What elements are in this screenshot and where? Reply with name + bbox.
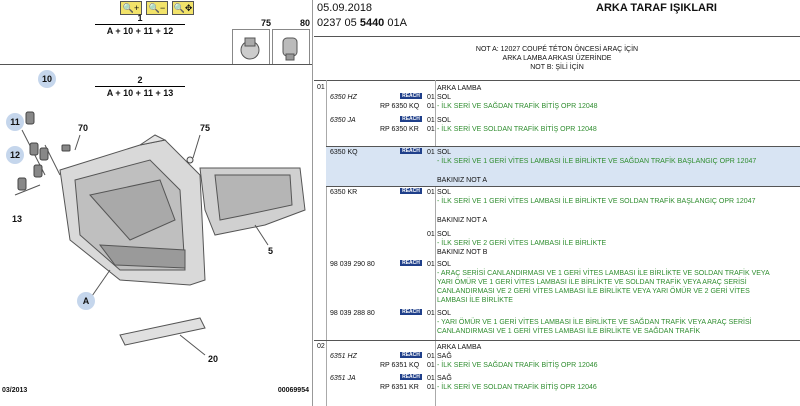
item-description: - İLK SERİ VE 2 GERİ VİTES LAMBASI İLE BİRLİKTE: [437, 240, 607, 247]
note-line: NOT A: 12027 COUPÉ TÉTON ÖNCESİ ARAÇ İÇİN: [475, 46, 639, 53]
reach-badge: REACH: [400, 309, 422, 315]
zoom-in-button[interactable]: 🔍+: [120, 1, 142, 15]
notes-block: [314, 45, 800, 72]
item-description: - İLK SERİ VE 1 GERİ VİTES LAMBASI İLE BİRLİKTE VE SAĞDAN TRAFİK BAŞLANGIÇ OPR 12047: [437, 158, 757, 165]
column-divider: [326, 80, 327, 406]
reach-badge: REACH: [400, 148, 422, 154]
item-description: - İLK SERİ VE SAĞDAN TRAFİK BİTİŞ OPR 12048: [437, 103, 598, 110]
zoom-out-button[interactable]: 🔍−: [146, 1, 168, 15]
item-reference: RP 6350 KQ: [380, 103, 420, 110]
item-quantity: 01: [427, 94, 435, 101]
part-bold: 5440: [359, 17, 385, 29]
reach-badge: REACH: [400, 116, 422, 122]
item-description: - İLK SERİ VE SOLDAN TRAFİK BİTİŞ OPR 12046: [437, 384, 597, 391]
item-description: - İLK SERİ VE 1 GERİ VİTES LAMBASI İLE BİRLİKTE VE SOLDAN TRAFİK BAŞLANGIÇ OPR 12047: [437, 198, 756, 205]
item-reference: 6351 HZ: [330, 353, 357, 360]
item-reference: 98 039 288 80: [330, 310, 375, 317]
item-description: SOL: [437, 94, 452, 101]
footer-image-code: 00069954: [277, 387, 309, 394]
item-description: SOL: [437, 189, 452, 196]
item-description: - İLK SERİ VE SAĞDAN TRAFİK BİTİŞ OPR 12046: [437, 362, 598, 369]
item-description: SOL: [437, 310, 452, 317]
item-description: SAĞ: [437, 375, 452, 382]
header-part-number: [317, 17, 407, 29]
item-quantity: 01: [427, 231, 435, 238]
item-description: ARKA LAMBA: [437, 85, 482, 92]
formula-expression: A + 10 + 11 + 12: [95, 24, 185, 36]
parts-list-panel: [314, 0, 800, 406]
item-quantity: 01: [427, 384, 435, 391]
note-line: ARKA LAMBA ARKASI ÜZERİNDE: [502, 55, 612, 62]
label-20: 20: [208, 354, 219, 364]
item-quantity: 01: [427, 103, 435, 110]
reach-badge: REACH: [400, 260, 422, 266]
item-quantity: 01: [427, 189, 435, 196]
thumb-label-80: 80: [300, 18, 311, 28]
column-divider: [435, 80, 436, 406]
item-reference: 6350 KQ: [330, 149, 358, 156]
item-description: SOL: [437, 261, 452, 268]
item-quantity: 01: [427, 126, 435, 133]
item-quantity: 01: [427, 353, 435, 360]
item-description: - YARI ÖMÜR VE 1 GERİ VİTES LAMBASI İLE BİRLİKTE VE SAĞDAN TRAFİK VEYA ARAÇ SERİSİ CANLANDIRMASI VE 1 GERİ VİTES LAMBASI İLE BİRLİKTE VE SAĞDAN TRAFİK: [437, 319, 752, 335]
header-date: 05.09.2018: [317, 2, 373, 14]
formula-expression: A + 10 + 11 + 13: [95, 86, 185, 98]
item-description: - ARAÇ SERİSİ CANLANDIRMASI VE 1 GERİ VİTES LAMBASI İLE BİRLİKTE VE SOLDAN TRAFİK VEYA YARI ÖMÜR VE 1 GERİ VİTES LAMBASI İLE BİRLİKTE VE SOLDAN TRAFİK VEYA ARAÇ SERİSİ CANLANDIRMASI VE 2 GERİ VİTES LAMBASI İLE BİRLİKTE VEYA YARI ÖMÜR VE 2 GERİ VİTES LAMBASI İLE BİRLİKTE: [437, 270, 770, 304]
item-quantity: 01: [427, 362, 435, 369]
part-suffix: 01A: [384, 17, 407, 29]
footer-date: 03/2013: [2, 387, 28, 394]
reach-badge: REACH: [400, 93, 422, 99]
item-description: ARKA LAMBA: [437, 344, 482, 351]
callout-11[interactable]: 11: [6, 113, 24, 131]
item-reference: 6350 KR: [330, 189, 358, 196]
part-prefix: 0237 05: [317, 17, 360, 29]
label-70: 70: [78, 123, 89, 133]
item-quantity: 01: [427, 261, 435, 268]
label-13: 13: [12, 214, 23, 224]
item-quantity: 01: [427, 117, 435, 124]
item-reference: 6350 HZ: [330, 94, 357, 101]
tail-lamp-exploded-view: [0, 0, 313, 406]
row-divider: [326, 186, 800, 187]
reach-badge: REACH: [400, 352, 422, 358]
item-quantity: 01: [427, 149, 435, 156]
diagram-panel: [0, 0, 313, 406]
thumb-label-75: 75: [261, 18, 272, 28]
label-5: 5: [268, 246, 274, 256]
group-number: 02: [317, 343, 325, 350]
item-quantity: 01: [427, 310, 435, 317]
item-note: BAKINIZ NOT A: [437, 177, 488, 184]
item-reference: 6350 JA: [330, 117, 356, 124]
callout-A[interactable]: A: [77, 292, 95, 310]
formula-number: 1: [137, 13, 143, 23]
item-description: SOL: [437, 231, 452, 238]
item-reference: 6351 JA: [330, 375, 356, 382]
item-description: SOL: [437, 117, 452, 124]
item-quantity: 01: [427, 375, 435, 382]
item-reference: 98 039 290 80: [330, 261, 375, 268]
label-75: 75: [200, 123, 211, 133]
item-note: BAKINIZ NOT B: [437, 249, 488, 256]
reach-badge: REACH: [400, 374, 422, 380]
item-note: BAKINIZ NOT A: [437, 217, 488, 224]
zoom-fit-button[interactable]: 🔍✥: [173, 3, 193, 13]
row-divider: [326, 146, 800, 147]
note-line: NOT B: ŞİLİ İÇİN: [530, 64, 584, 71]
item-reference: RP 6351 KR: [380, 384, 419, 391]
callout-10[interactable]: 10: [38, 70, 56, 88]
group-divider: [314, 340, 800, 341]
page-title: ARKA TARAF IŞIKLARI: [596, 2, 717, 14]
item-description: SOL: [437, 149, 452, 156]
formula-number: 2: [137, 75, 143, 85]
reach-badge: REACH: [400, 188, 422, 194]
group-number: 01: [317, 84, 325, 91]
item-description: SAĞ: [437, 353, 452, 360]
item-description: - İLK SERİ VE SOLDAN TRAFİK BİTİŞ OPR 12048: [437, 126, 597, 133]
item-reference: RP 6351 KQ: [380, 362, 420, 369]
parts-header: [314, 0, 800, 37]
callout-12[interactable]: 12: [6, 146, 24, 164]
item-reference: RP 6350 KR: [380, 126, 419, 133]
